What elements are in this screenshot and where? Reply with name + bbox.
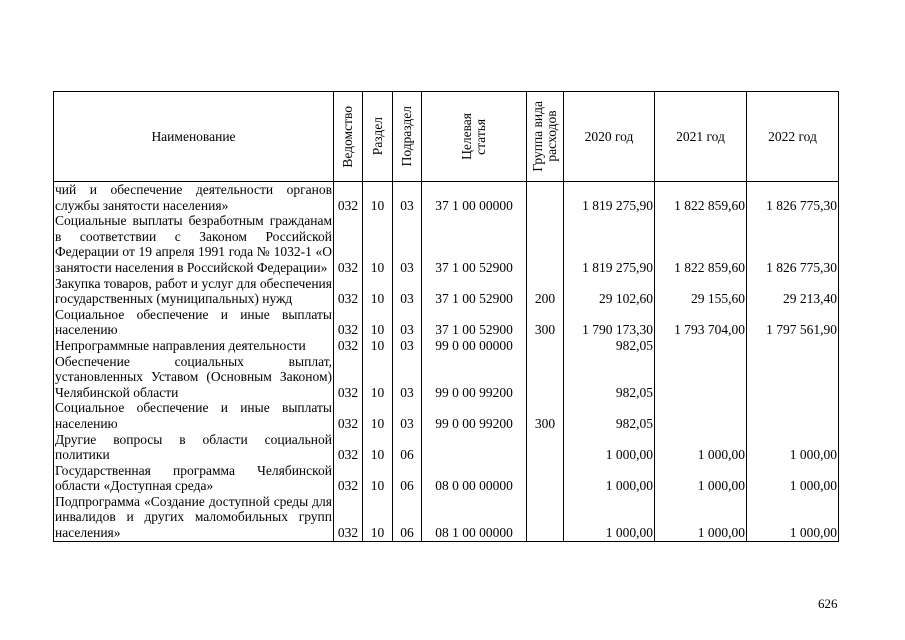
- row-target: 37 1 00 52900: [422, 213, 527, 275]
- row-name: Социальное обеспечение и иные выплаты населению: [55, 306, 332, 338]
- row-target: 99 0 00 00000: [422, 338, 527, 354]
- table-row: [54, 463, 839, 494]
- budget-table: [53, 91, 839, 542]
- page-number: 626: [818, 596, 838, 611]
- row-name: Другие вопросы в области социальной политики: [55, 431, 332, 463]
- row-vedomstvo: 032: [334, 213, 363, 275]
- row-vedomstvo: 032: [334, 463, 363, 494]
- row-2021: [655, 400, 747, 431]
- header-group-line1: Группа вида: [530, 101, 545, 172]
- row-2020: 982,05: [564, 338, 655, 354]
- header-target-line2: статья: [473, 118, 488, 155]
- row-2022: 1 826 775,30: [747, 182, 839, 214]
- header-razdel: [363, 92, 393, 182]
- row-vedomstvo: 032: [334, 338, 363, 354]
- row-2020: 1 790 173,30: [564, 307, 655, 338]
- table-row: [54, 213, 839, 275]
- row-group: 300: [527, 400, 564, 431]
- row-name: Подпрограмма «Создание доступной среды для инвалидов и других маломобильных групп населения»: [55, 493, 332, 541]
- row-2020: 29 102,60: [564, 276, 655, 307]
- row-group: 200: [527, 276, 564, 307]
- row-target: [422, 432, 527, 463]
- row-podrazdel: 03: [393, 307, 422, 338]
- table-row: [54, 494, 839, 541]
- row-2021: 1 822 859,60: [655, 213, 747, 275]
- header-podrazdel-text: Подраздел: [399, 106, 414, 167]
- header-razdel-text: Раздел: [369, 117, 385, 156]
- row-razdel: 10: [363, 276, 393, 307]
- header-vedomstvo-text: Ведомство: [340, 105, 355, 168]
- table-header: [54, 92, 839, 182]
- header-vedomstvo: [334, 92, 363, 182]
- row-podrazdel: 03: [393, 354, 422, 401]
- table-row: [54, 182, 839, 214]
- row-group: [527, 338, 564, 354]
- row-vedomstvo: 032: [334, 276, 363, 307]
- row-2022: [747, 354, 839, 401]
- row-podrazdel: 06: [393, 463, 422, 494]
- row-target: 37 1 00 52900: [422, 276, 527, 307]
- header-podrazdel: [393, 92, 422, 182]
- row-target: 08 1 00 00000: [422, 494, 527, 541]
- row-target: 99 0 00 99200: [422, 354, 527, 401]
- row-vedomstvo: 032: [334, 400, 363, 431]
- row-vedomstvo: 032: [334, 432, 363, 463]
- header-target: [422, 92, 527, 182]
- row-2021: 1 000,00: [655, 494, 747, 541]
- row-2022: 1 000,00: [747, 463, 839, 494]
- row-target: 37 1 00 52900: [422, 307, 527, 338]
- row-group: [527, 213, 564, 275]
- row-2021: [655, 354, 747, 401]
- row-2020: 1 819 275,90: [564, 213, 655, 275]
- row-2021: 29 155,60: [655, 276, 747, 307]
- row-group: [527, 463, 564, 494]
- row-group: [527, 494, 564, 541]
- row-razdel: 10: [363, 307, 393, 338]
- header-group-text: [531, 101, 559, 172]
- row-2020: 1 000,00: [564, 463, 655, 494]
- row-2022: 1 000,00: [747, 432, 839, 463]
- row-2021: 1 000,00: [655, 432, 747, 463]
- row-razdel: 10: [363, 494, 393, 541]
- header-name: Наименование: [54, 92, 334, 182]
- row-2022: 1 000,00: [747, 494, 839, 541]
- row-2022: [747, 400, 839, 431]
- row-target: 99 0 00 99200: [422, 400, 527, 431]
- table-row: [54, 276, 839, 307]
- header-row: [54, 92, 839, 182]
- table-row: [54, 307, 839, 338]
- row-razdel: 10: [363, 432, 393, 463]
- row-name: чий и обеспечение деятельности органов службы занятости населения»: [55, 182, 332, 213]
- header-target-line1: Целевая: [459, 113, 474, 160]
- row-razdel: 10: [363, 354, 393, 401]
- table-row: [54, 400, 839, 431]
- row-2020: 982,05: [564, 400, 655, 431]
- header-group: [527, 92, 564, 182]
- row-podrazdel: 03: [393, 276, 422, 307]
- header-2021: 2021 год: [655, 92, 747, 182]
- row-2022: [747, 338, 839, 354]
- header-2020: 2020 год: [564, 92, 655, 182]
- row-vedomstvo: 032: [334, 354, 363, 401]
- row-2022: 1 797 561,90: [747, 307, 839, 338]
- row-2021: 1 793 704,00: [655, 307, 747, 338]
- row-name: Закупка товаров, работ и услуг для обеспечения государственных (муниципальных) нужд: [55, 275, 332, 307]
- row-podrazdel: 06: [393, 432, 422, 463]
- header-target-text: [460, 113, 488, 160]
- row-2020: 982,05: [564, 354, 655, 401]
- row-vedomstvo: 032: [334, 182, 363, 214]
- row-razdel: 10: [363, 400, 393, 431]
- row-2021: [655, 338, 747, 354]
- row-2022: 29 213,40: [747, 276, 839, 307]
- row-target: 37 1 00 00000: [422, 182, 527, 214]
- row-podrazdel: 03: [393, 213, 422, 275]
- row-2021: 1 000,00: [655, 463, 747, 494]
- table-body: [54, 182, 839, 542]
- row-vedomstvo: 032: [334, 494, 363, 541]
- row-2020: 1 819 275,90: [564, 182, 655, 214]
- row-2020: 1 000,00: [564, 494, 655, 541]
- row-name: Государственная программа Челябинской области «Доступная среда»: [55, 462, 332, 494]
- row-podrazdel: 03: [393, 182, 422, 214]
- row-podrazdel: 06: [393, 494, 422, 541]
- table-row: [54, 432, 839, 463]
- row-razdel: 10: [363, 213, 393, 275]
- row-group: [527, 354, 564, 401]
- row-podrazdel: 03: [393, 338, 422, 354]
- row-razdel: 10: [363, 463, 393, 494]
- row-name: Непрограммные направления деятельности: [54, 338, 334, 354]
- row-group: 300: [527, 307, 564, 338]
- row-2021: 1 822 859,60: [655, 182, 747, 214]
- row-name: Социальное обеспечение и иные выплаты населению: [55, 400, 332, 431]
- row-2020: 1 000,00: [564, 432, 655, 463]
- header-group-line2: расходов: [544, 110, 559, 163]
- row-razdel: 10: [363, 338, 393, 354]
- row-razdel: 10: [363, 182, 393, 214]
- row-2022: 1 826 775,30: [747, 213, 839, 275]
- table-row: [54, 338, 839, 354]
- table-row: [54, 354, 839, 401]
- row-podrazdel: 03: [393, 400, 422, 431]
- row-group: [527, 182, 564, 214]
- row-target: 08 0 00 00000: [422, 463, 527, 494]
- row-vedomstvo: 032: [334, 307, 363, 338]
- row-name: Социальные выплаты безработным гражданам в соответствии с Законом Российской Федерации от 19 апреля 1991 года № 1032-1 «О занятости населения в Российской Федерации»: [55, 213, 332, 275]
- row-group: [527, 432, 564, 463]
- header-2022: 2022 год: [747, 92, 839, 182]
- row-name: Обеспечение социальных выплат, установленных Уставом (Основным Законом) Челябинской области: [55, 353, 332, 400]
